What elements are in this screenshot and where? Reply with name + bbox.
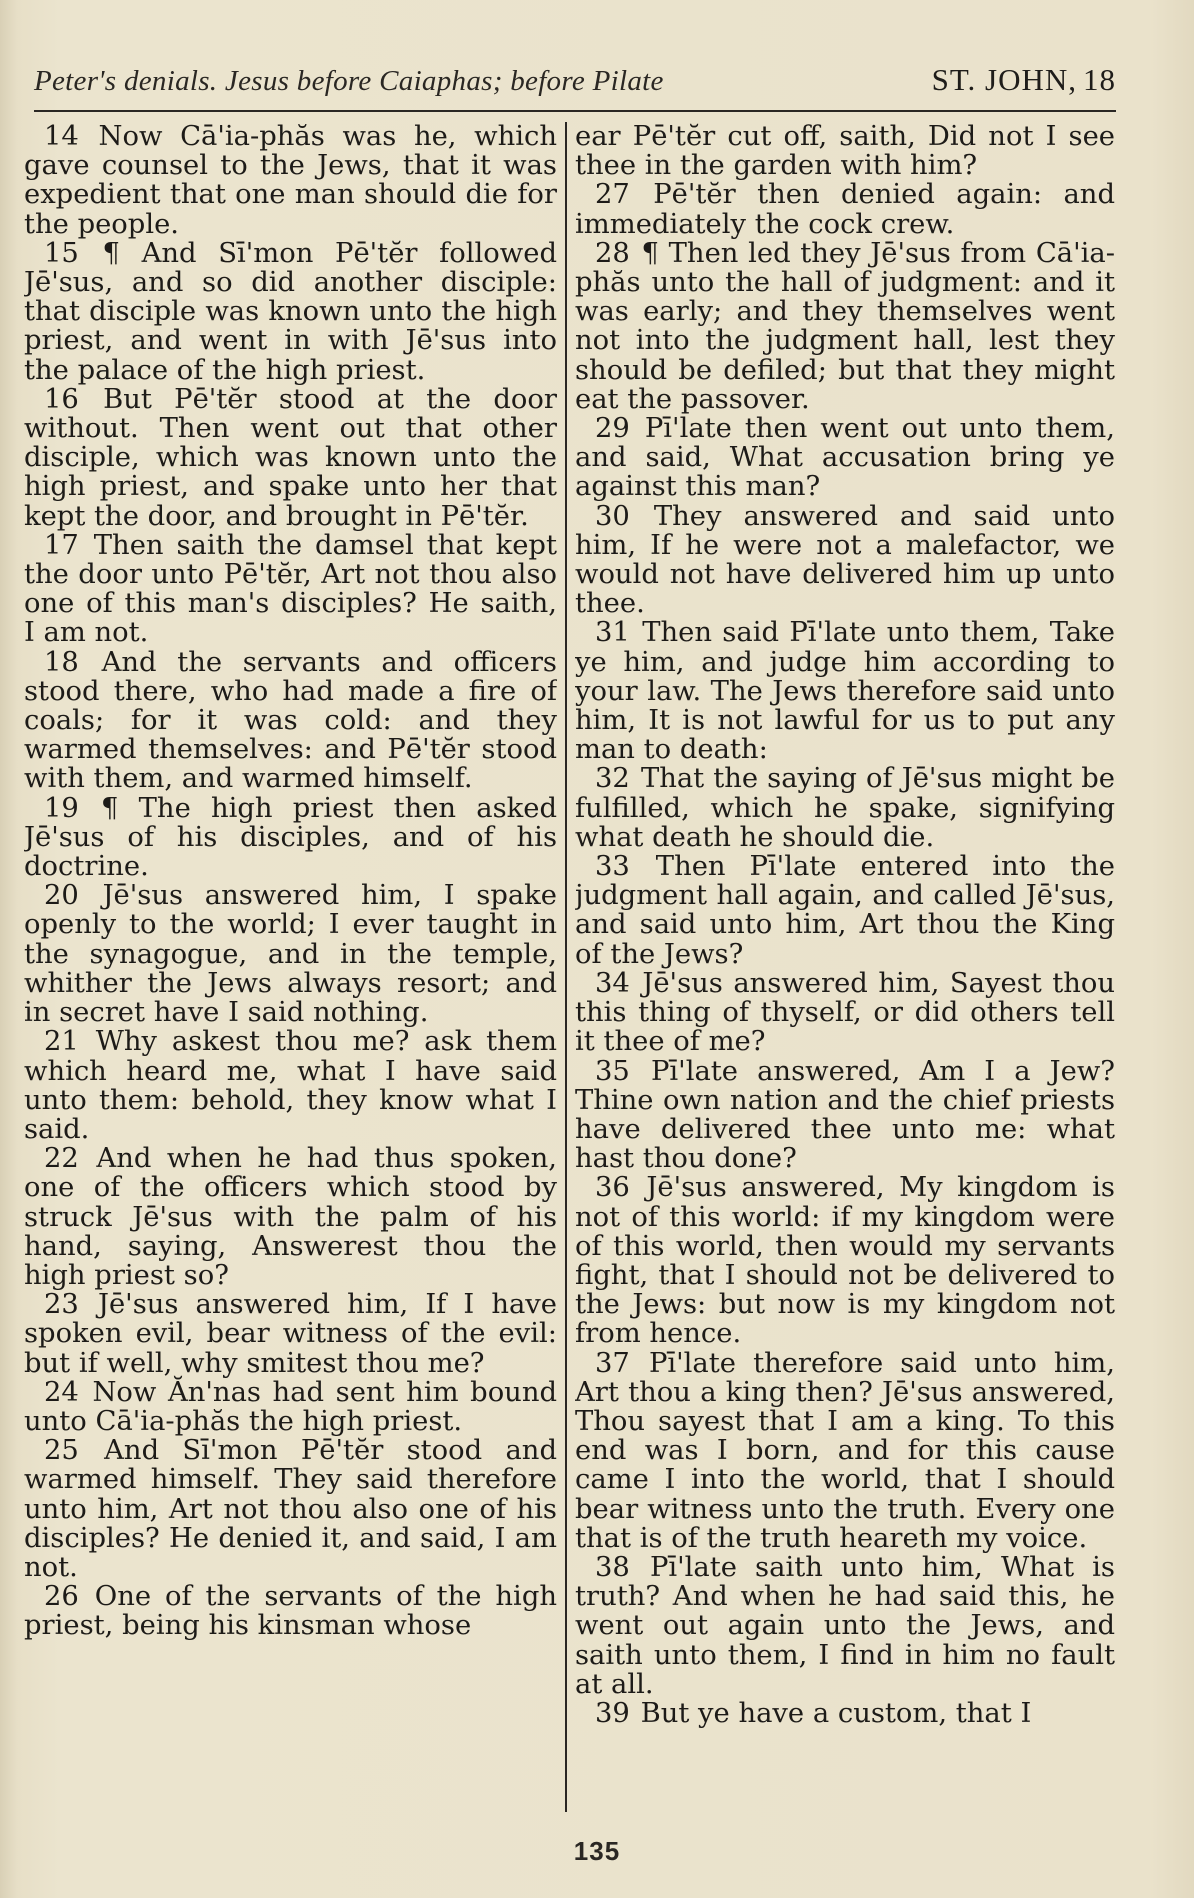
verse bbox=[575, 1699, 1115, 1728]
verse-text: Pē'tĕr then denied again: and immediately the cock crew. bbox=[575, 179, 1115, 240]
book-chapter bbox=[932, 62, 1116, 98]
left-text-column bbox=[24, 122, 557, 1812]
verse bbox=[575, 852, 1115, 969]
verse bbox=[575, 122, 1115, 180]
verse-text: Pī'late then went out unto them, and said, What accusation bring ye against this man? bbox=[575, 413, 1115, 503]
verse-number: 18 bbox=[44, 646, 79, 678]
verse-text: Jē'sus answered him, Sayest thou this thing of thyself, or did others tell it thee of me? bbox=[575, 967, 1115, 1058]
verse-number: 22 bbox=[44, 1143, 79, 1175]
verse-number: 20 bbox=[44, 880, 79, 912]
verse-number: 27 bbox=[595, 179, 630, 211]
verse-number: 38 bbox=[595, 1551, 630, 1583]
column-divider bbox=[565, 122, 567, 1812]
verse bbox=[24, 122, 557, 239]
verse-text: ¶ And Sī'mon Pē'tĕr followed Jē'sus, and so did another disciple: that disciple was known unto the high priest, and went in with Jē'sus into the palace of the high priest. bbox=[24, 237, 557, 386]
verse-number: 17 bbox=[44, 529, 79, 561]
verse-text: Then saith the damsel that kept the door unto Pē'tĕr, Art not thou also one of this man's disciples? He saith, I am not. bbox=[24, 529, 557, 649]
book-name: ST. JOHN, bbox=[931, 62, 1077, 97]
verse-text: They answered and said unto him, If he were not a malefactor, we would not have delivered him up unto thee. bbox=[575, 500, 1115, 620]
verse-number: 29 bbox=[595, 413, 630, 445]
verse-number: 36 bbox=[595, 1172, 630, 1204]
verse bbox=[24, 1378, 557, 1436]
verse bbox=[24, 1582, 557, 1640]
page-header bbox=[34, 62, 1116, 112]
chapter-number: 18 bbox=[1083, 62, 1116, 97]
verse bbox=[24, 1290, 557, 1378]
verse-number: 39 bbox=[595, 1697, 630, 1729]
verse-text: ¶ The high priest then asked Jē'sus of his disciples, and of his doctrine. bbox=[24, 792, 557, 883]
verse-text: But ye have a custom, that I bbox=[640, 1697, 1032, 1729]
verse-text: Then said Pī'late unto them, Take ye him, and judge him according to your law. The Jews therefore said unto him, It is not lawful for us to put any man to death: bbox=[575, 617, 1115, 766]
verse-number: 28 bbox=[595, 237, 630, 269]
verse bbox=[575, 502, 1115, 619]
verse-text: Then Pī'late entered into the judgment hall again, and called Jē'sus, and said unto him, Art thou the King of the Jews? bbox=[575, 851, 1115, 970]
verse-text: ear Pē'tĕr cut off, saith, Did not I see thee in the garden with him? bbox=[575, 122, 1115, 182]
verse-text: That the saying of Jē'sus might be fulfilled, which he spake, signifying what death he should die. bbox=[575, 763, 1115, 853]
verse bbox=[575, 1057, 1115, 1174]
verse-text: Now Cā'ia-phăs was he, which gave counsel to the Jews, that it was expedient that one man should die for the people. bbox=[24, 122, 557, 240]
verse-text: Pī'late answered, Am I a Jew? Thine own nation and the chief priests have delivered thee unto me: what hast thou done? bbox=[575, 1055, 1115, 1175]
verse-text: But Pē'tĕr stood at the door without. Then went out that other disciple, which was known unto the high priest, and spake unto her that kept the door, and brought in Pē'tĕr. bbox=[24, 383, 557, 532]
verse-text: Jē'sus answered, My kingdom is not of this world: if my kingdom were of this world, then would my servants fight, that I should not be delivered to the Jews: but now is my kingdom not from hence. bbox=[575, 1172, 1115, 1350]
verse-text: ¶ Then led they Jē'sus from Cā'ia-phăs unto the hall of judgment: and it was early; and they themselves went not into the judgment hall, lest they should be defiled; but that they might eat the passover. bbox=[575, 237, 1115, 415]
verse bbox=[575, 618, 1115, 764]
verse bbox=[575, 764, 1115, 852]
verse bbox=[575, 414, 1115, 502]
verse-text: Pī'late saith unto him, What is truth? And when he had said this, he went out again unto the Jews, and saith unto them, I find in him no fault at all. bbox=[575, 1551, 1115, 1700]
verse bbox=[24, 1027, 557, 1144]
verse-number: 32 bbox=[595, 763, 630, 795]
verse-number: 35 bbox=[595, 1055, 630, 1087]
verse-text: One of the servants of the high priest, being his kinsman whose bbox=[24, 1581, 557, 1642]
verse bbox=[575, 1349, 1115, 1553]
verse-text: Pī'late therefore said unto him, Art thou a king then? Jē'sus answered, Thou sayest that I am a king. To this end was I born, and for this cause came I into the world, that I should bear witness unto the truth. Every one that is of the truth heareth my voice. bbox=[575, 1347, 1115, 1554]
verse-text: Why askest thou me? ask them which heard me, what I have said unto them: behold, they know what I said. bbox=[24, 1026, 557, 1145]
verse-number: 16 bbox=[44, 383, 79, 415]
verse-number: 19 bbox=[44, 792, 79, 824]
right-text-column bbox=[575, 122, 1115, 1812]
verse bbox=[575, 1173, 1115, 1348]
verse bbox=[24, 531, 557, 648]
verse-text: Jē'sus answered him, I spake openly to the world; I ever taught in the synagogue, and in the temple, whither the Jews always resort; and in secret have I said nothing. bbox=[24, 880, 557, 1029]
verse bbox=[24, 794, 557, 882]
page-number: 135 bbox=[573, 1836, 621, 1866]
verse-text: And the servants and officers stood there, who had made a fire of coals; for it was cold: and they warmed themselves: and Pē'tĕr stood with them, and warmed himself. bbox=[24, 646, 557, 795]
verse bbox=[24, 239, 557, 385]
verse-number: 34 bbox=[595, 967, 630, 999]
verse bbox=[575, 969, 1115, 1057]
verse-text: Jē'sus answered him, If I have spoken evil, bear witness of the evil: but if well, why smitest thou me? bbox=[24, 1289, 557, 1379]
running-title: Peter's denials. Jesus before Caiaphas; before Pilate bbox=[34, 65, 664, 97]
verse bbox=[24, 385, 557, 531]
verse-number: 33 bbox=[595, 851, 630, 883]
verse bbox=[24, 648, 557, 794]
verse-number: 30 bbox=[595, 500, 630, 532]
verse-number: 26 bbox=[44, 1581, 79, 1613]
verse bbox=[24, 1144, 557, 1290]
verse-number: 15 bbox=[44, 237, 79, 269]
verse-number: 14 bbox=[44, 122, 79, 152]
verse bbox=[575, 1553, 1115, 1699]
verse bbox=[24, 881, 557, 1027]
verse-number: 23 bbox=[44, 1289, 79, 1321]
verse-number: 37 bbox=[595, 1347, 630, 1379]
verse-text: And when he had thus spoken, one of the officers which stood by struck Jē'sus with the palm of his hand, saying, Answerest thou the high priest so? bbox=[24, 1143, 557, 1291]
verse bbox=[575, 180, 1115, 238]
verse-number: 31 bbox=[595, 617, 630, 649]
verse-number: 25 bbox=[44, 1435, 79, 1467]
verse-text: Now Ăn'nas had sent him bound unto Cā'ia-phăs the high priest. bbox=[24, 1376, 557, 1437]
verse-number: 21 bbox=[44, 1026, 79, 1058]
verse bbox=[575, 239, 1115, 414]
verse-text: And Sī'mon Pē'tĕr stood and warmed himself. They said therefore unto him, Art not thou also one of his disciples? He denied it, and said, I am not. bbox=[24, 1435, 557, 1583]
verse bbox=[24, 1436, 557, 1582]
verse-number: 24 bbox=[44, 1376, 79, 1408]
